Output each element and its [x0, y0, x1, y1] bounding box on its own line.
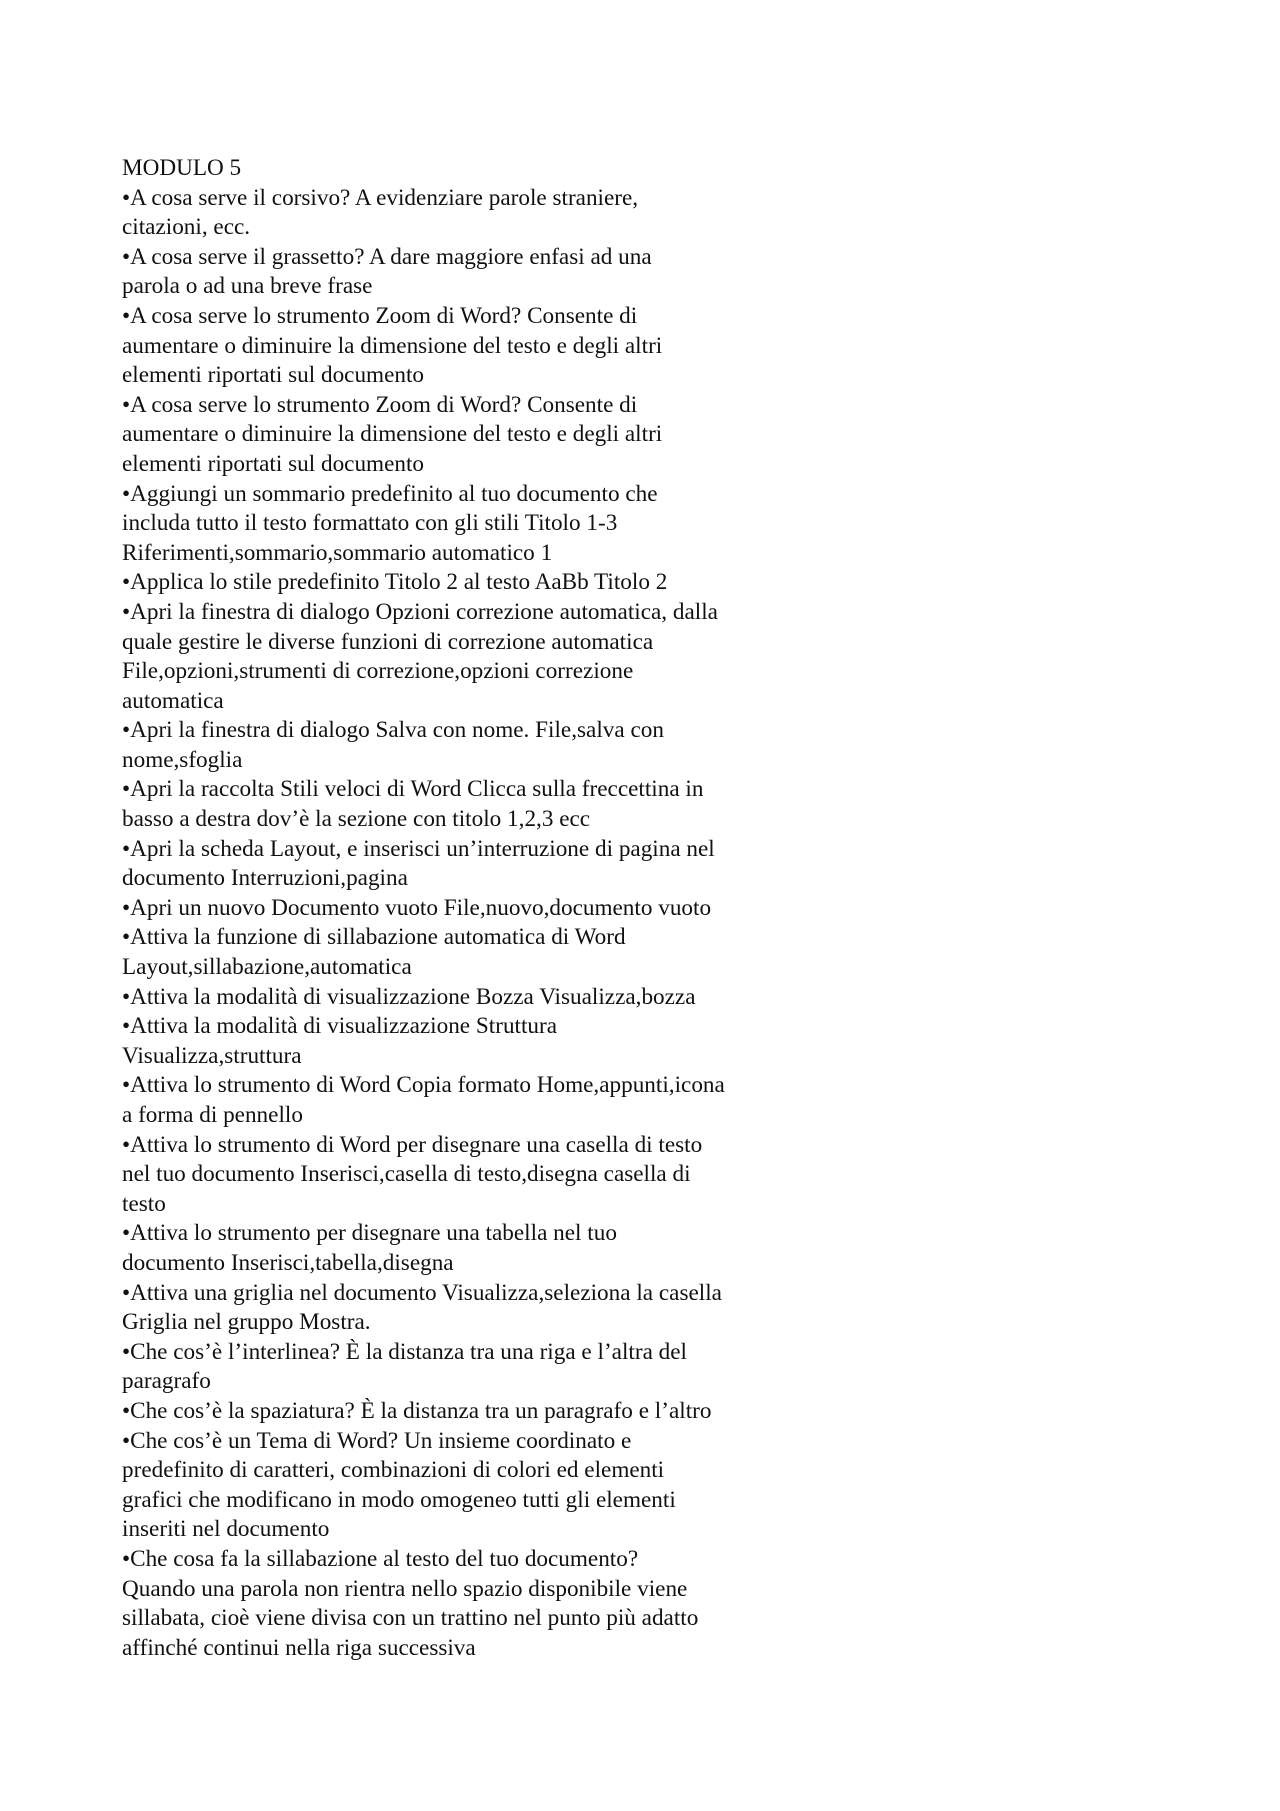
text-line: nel tuo documento Inserisci,casella di testo,disegna casella di — [122, 1161, 691, 1188]
text-line: paragrafo — [122, 1368, 211, 1395]
text-line: •Apri la finestra di dialogo Salva con nome. File,salva con — [122, 717, 664, 744]
text-line: •Apri la raccolta Stili veloci di Word Clicca sulla freccettina in — [122, 776, 704, 803]
text-line: aumentare o diminuire la dimensione del testo e degli altri — [122, 421, 663, 448]
text-line: citazioni, ecc. — [122, 214, 251, 241]
text-line: Riferimenti,sommario,sommario automatico 1 — [122, 539, 553, 566]
text-line: •Attiva lo strumento di Word Copia formato Home,appunti,icona — [122, 1072, 725, 1099]
text-line: sillabata, cioè viene divisa con un trattino nel punto più adatto — [122, 1605, 699, 1632]
text-line: •Che cos’è un Tema di Word? Un insieme coordinato e — [122, 1427, 632, 1454]
text-line: predefinito di caratteri, combinazioni di colori ed elementi — [122, 1457, 665, 1484]
text-line: •Che cosa fa la sillabazione al testo del tuo documento? — [122, 1545, 639, 1572]
text-line: •A cosa serve il corsivo? A evidenziare parole straniere, — [122, 184, 639, 211]
text-line: •Apri un nuovo Documento vuoto File,nuovo,documento vuoto — [122, 894, 712, 921]
text-line: testo — [122, 1190, 166, 1217]
text-line: parola o ad una breve frase — [122, 273, 373, 300]
text-line: nome,sfoglia — [122, 746, 243, 773]
text-line: grafici che modificano in modo omogeneo tutti gli elementi — [122, 1486, 676, 1513]
text-line: Visualizza,struttura — [122, 1042, 302, 1069]
text-line: Griglia nel gruppo Mostra. — [122, 1309, 371, 1336]
text-line: •A cosa serve lo strumento Zoom di Word? Consente di — [122, 391, 638, 418]
text-line: •Apri la finestra di dialogo Opzioni correzione automatica, dalla — [122, 598, 718, 625]
text-line: basso a destra dov’è la sezione con titolo 1,2,3 ecc — [122, 806, 591, 833]
text-line: includa tutto il testo formattato con gli stili Titolo 1-3 — [122, 510, 618, 537]
text-line: •Apri la scheda Layout, e inserisci un’interruzione di pagina nel — [122, 835, 715, 862]
text-line: automatica — [122, 687, 224, 714]
text-line: elementi riportati sul documento — [122, 362, 425, 389]
document-body — [122, 154, 822, 1663]
text-line: •Attiva la funzione di sillabazione automatica di Word — [122, 924, 626, 951]
text-line: •Attiva la modalità di visualizzazione Bozza Visualizza,bozza — [122, 983, 696, 1010]
document-title: MODULO 5 — [122, 155, 242, 181]
text-line: quale gestire le diverse funzioni di correzione automatica — [122, 628, 654, 655]
text-line: documento Inserisci,tabella,disegna — [122, 1249, 454, 1276]
text-line: •Attiva lo strumento di Word per disegnare una casella di testo — [122, 1131, 703, 1158]
text-line: •Applica lo stile predefinito Titolo 2 al testo AaBb Titolo 2 — [122, 569, 668, 596]
text-line: a forma di pennello — [122, 1102, 303, 1128]
text-line: Layout,sillabazione,automatica — [122, 954, 412, 981]
text-line: elementi riportati sul documento — [122, 450, 425, 477]
text-line: File,opzioni,strumenti di correzione,opzioni correzione — [122, 658, 634, 685]
text-line: •Aggiungi un sommario predefinito al tuo documento che — [122, 480, 658, 507]
text-line: inseriti nel documento — [122, 1516, 330, 1543]
text-line: aumentare o diminuire la dimensione del testo e degli altri — [122, 332, 663, 359]
text-line: documento Interruzioni,pagina — [122, 865, 408, 892]
text-line: affinché continui nella riga successiva — [122, 1634, 476, 1661]
text-line: •Che cos’è l’interlinea? È la distanza tra una riga e l’altra del — [122, 1338, 687, 1365]
text-line: •Che cos’è la spaziatura? È la distanza tra un paragrafo e l’altro — [122, 1397, 712, 1424]
text-line: •Attiva lo strumento per disegnare una tabella nel tuo — [122, 1220, 617, 1247]
text-line: •Attiva una griglia nel documento Visualizza,seleziona la casella — [122, 1279, 722, 1306]
text-line: •A cosa serve il grassetto? A dare maggiore enfasi ad una — [122, 243, 652, 270]
text-line: •Attiva la modalità di visualizzazione Struttura — [122, 1013, 558, 1040]
text-line: Quando una parola non rientra nello spazio disponibile viene — [122, 1575, 688, 1602]
text-line: •A cosa serve lo strumento Zoom di Word? Consente di — [122, 302, 638, 329]
